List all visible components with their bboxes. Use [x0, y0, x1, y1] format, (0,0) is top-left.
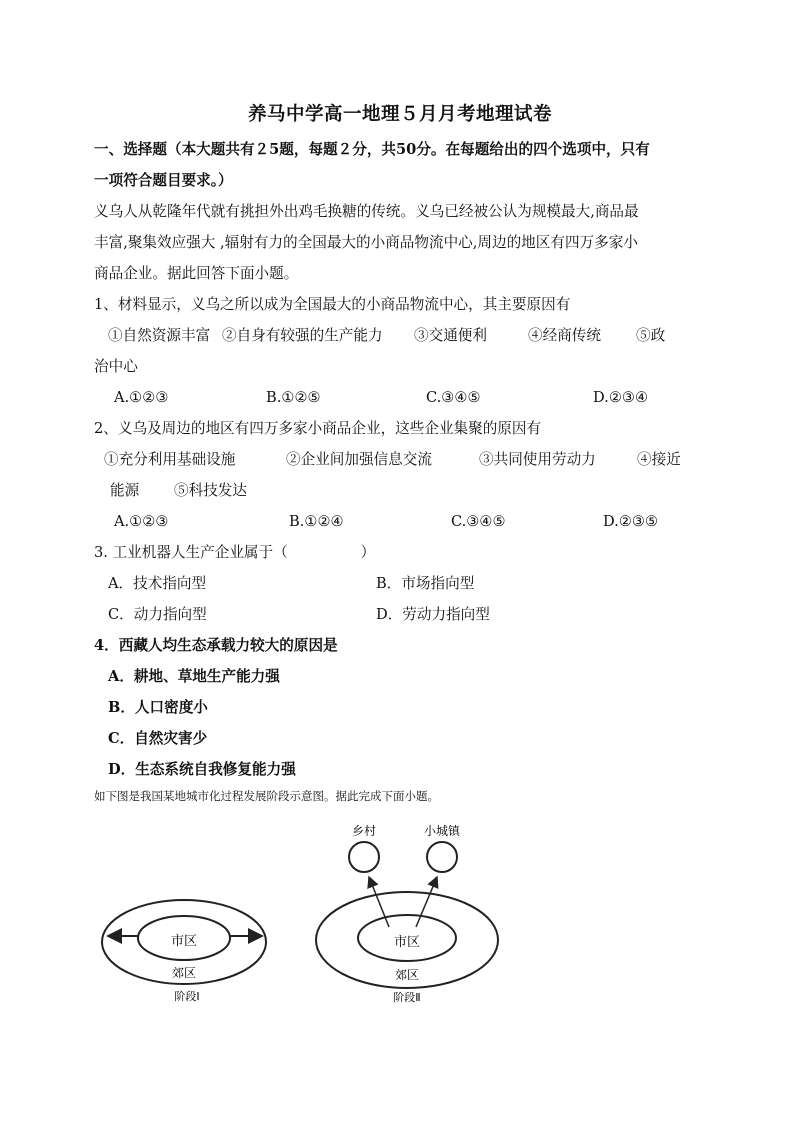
q2-options — [94, 506, 706, 537]
q2-choices-cont — [94, 475, 706, 506]
q1-stem: 1、材料显示，义乌之所以成为全国最大的小商品物流中心，其主要原因有 — [94, 296, 571, 313]
figure-intro: 如下图是我国某地城市化过程发展阶段示意图。据此完成下面小题。 — [94, 789, 439, 803]
q2-choice: ①充分利用基础设施 — [104, 451, 236, 468]
section-heading-cont: 一项符合题目要求。） — [94, 172, 233, 189]
q1-option-d: D.②③④ — [593, 389, 649, 406]
q2-choice: ④接近 — [637, 451, 681, 468]
q2-option-d: D.②③⑤ — [603, 513, 659, 530]
page-title: 养马中学高一地理５月月考地理试卷 — [247, 104, 552, 125]
q2-stem: 2、义乌及周边的地区有四万多家小商品企业，这些企业集聚的原因有 — [94, 420, 542, 437]
q1-choice: ③交通便利 — [414, 327, 487, 344]
q1-option-c: C.③④⑤ — [426, 389, 481, 406]
q4-option-c: C．自然灾害少 — [108, 730, 208, 747]
q1-choice: ②自身有较强的生产能力 — [222, 327, 383, 344]
q1-option-a: A.①②③ — [114, 389, 169, 406]
q2-option-c: C.③④⑤ — [451, 513, 506, 530]
q1-choices-cont: 治中心 — [94, 358, 138, 375]
stage1-caption: 阶段Ⅰ — [174, 990, 200, 1003]
q2-option-b: B.①②④ — [289, 513, 344, 530]
stage2-caption: 阶段Ⅱ — [393, 991, 421, 1004]
q3-options-row1 — [94, 568, 706, 599]
q3-option-b: B．市场指向型 — [376, 575, 475, 592]
q2-choice: ②企业间加强信息交流 — [286, 451, 432, 468]
q2-choice: 能源 — [110, 482, 140, 499]
q2-choices — [94, 444, 706, 475]
q4-option-a: A．耕地、草地生产能力强 — [108, 668, 280, 685]
q4-stem: 4．西藏人均生态承载力较大的原因是 — [94, 637, 338, 654]
passage-line: 义乌人从乾隆年代就有挑担外出鸡毛换糖的传统。义乌已经被公认为规模最大,商品最 — [94, 203, 639, 220]
exam-page — [94, 100, 706, 807]
q1-choice: ④经商传统 — [528, 327, 601, 344]
stage1-suburb-label: 郊区 — [171, 966, 197, 980]
q1-choice: ①自然资源丰富 — [108, 327, 211, 344]
q4-option-b: B．人口密度小 — [108, 699, 208, 716]
town-label: 小城镇 — [423, 824, 461, 838]
urbanization-diagram — [94, 820, 514, 1010]
q1-choice: ⑤政 — [636, 327, 666, 344]
q3-options-row2 — [94, 599, 706, 630]
q1-option-b: B.①②⑤ — [266, 389, 321, 406]
passage-line: 丰富,聚集效应强大 ,辐射有力的全国最大的小商品物流中心,周边的地区有四万多家小 — [94, 234, 638, 251]
q2-choice: ③共同使用劳动力 — [479, 451, 596, 468]
village-circle — [349, 842, 379, 872]
village-label: 乡村 — [351, 824, 377, 838]
q3-option-a: A．技术指向型 — [108, 575, 207, 592]
stage1-city-label: 市区 — [170, 934, 198, 949]
q3-stem: 3. 工业机器人生产企业属于（ ） — [94, 544, 376, 561]
q2-choice: ⑤科技发达 — [174, 482, 247, 499]
q2-option-a: A.①②③ — [114, 513, 169, 530]
stage2-suburb-label: 郊区 — [394, 968, 420, 982]
q3-option-c: C．动力指向型 — [108, 606, 207, 623]
q1-options — [94, 382, 706, 413]
q1-choices — [94, 320, 706, 351]
section-heading: 一、选择题（本大题共有２5题，每题２分，共50分。在每题给出的四个选项中，只有 — [94, 141, 650, 158]
town-circle — [427, 842, 457, 872]
q4-option-d: D．生态系统自我修复能力强 — [108, 761, 296, 778]
stage2-city-label: 市区 — [393, 935, 421, 950]
passage-line: 商品企业。据此回答下面小题。 — [94, 265, 299, 282]
q3-option-d: D．劳动力指向型 — [376, 606, 490, 623]
urbanization-diagram-svg — [94, 820, 514, 1010]
